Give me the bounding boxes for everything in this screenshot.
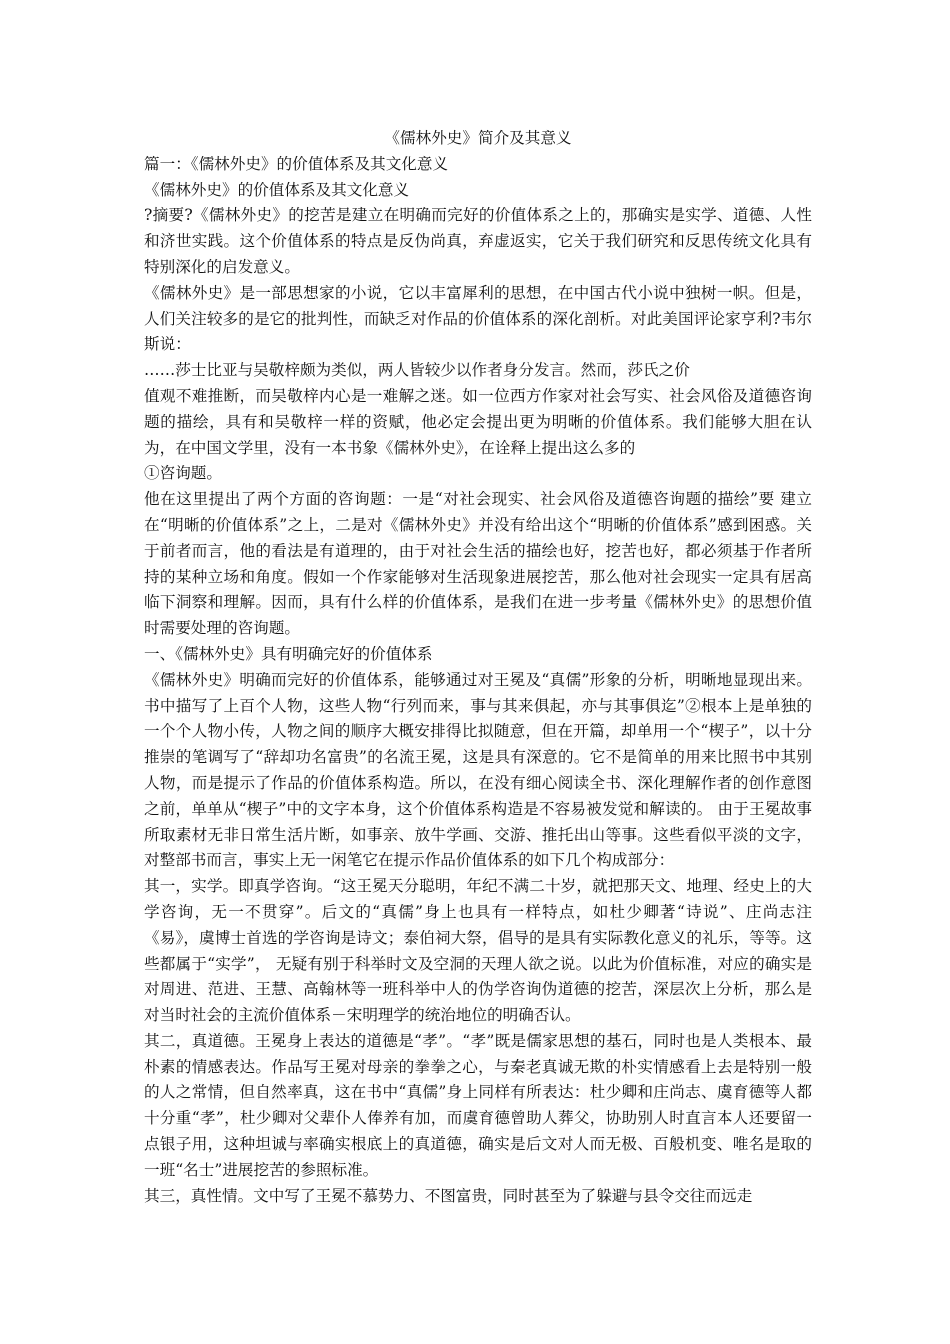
document-title: 《儒林外史》简介及其意义	[384, 129, 572, 147]
body-paragraph: 《儒林外史》是一部思想家的小说，它以丰富犀利的思想，在中国古代小说中独树一帜。但是，人们关注较多的是它的批判性，而缺乏对作品的价值体系的深化剖析。对此美国评论家亨利?韦尔斯说：	[144, 283, 812, 354]
section-heading: 篇一：《儒林外史》的价值体系及其文化意义	[144, 154, 449, 173]
section-heading-1: 一、《儒林外史》具有明确完好的价值体系	[144, 644, 433, 663]
quote-footnote-line: ①咨询题。	[144, 464, 222, 483]
abstract-paragraph: ?摘要?《儒林外史》的挖苦是建立在明确而完好的价值体系之上的，那确实是实学、道德、人性和济世实践。这个价值体系的特点是反伪尚真，弃虚返实，它关于我们研究和反思传统文化具有特别深化的启发意义。	[144, 206, 812, 276]
body-paragraph: 他在这里提出了两个方面的咨询题：一是“对社会现实、社会风俗及道德咨询题的描绘”要 建立在“明晰的价值体系”之上，二是对《儒林外史》并没有给出这个“明晰的价值体系”感到困惑。关于前者而言，他的看法是有道理的，由于对社会生活的描绘也好，挖苦也好，都必须基于作者所持的某种立场和角度。假如一个作家能够对生活现象进展挖苦，那么他对社会现实一定具有居高临下洞察和理解。因而，具有什么样的价值体系，是我们在进一步考量《儒林外史》的思想价值时需要处理的咨询题。	[144, 490, 812, 638]
subheading: 《儒林外史》的价值体系及其文化意义	[144, 180, 410, 199]
body-paragraph: 其三，真性情。文中写了王冕不慕势力、不图富贵，同时甚至为了躲避与县令交往而远走	[144, 1186, 753, 1205]
body-paragraph: 《儒林外史》明确而完好的价值体系，能够通过对王冕及“真儒”形象的分析，明晰地显现出来。书中描写了上百个人物，这些人物“行列而来，事与其来俱起，亦与其事俱迄”②根本上是单独的一个个人物小传，人物之间的顺序大概安排得比拟随意，但在开篇，却单用一个“楔子”，以十分推崇的笔调写了“辞却功名富贵”的名流王冕，这是具有深意的。它不是简单的用来比照书中其别人物，而是提示了作品的价值体系构造。所以，在没有细心阅读全书、深化理解作者的创作意图之前，单单从“楔子”中的文字本身，这个价值体系构造是不容易被发觉和解读的。 由于王冕故事所取素材无非日常生活片断，如事亲、放牛学画、交游、推托出山等事。这些看似平淡的文字，对整部书而言，事实上无一闲笔它在提示作品价值体系的如下几个构成部分：	[144, 670, 812, 870]
body-paragraph: 其一，实学。即真学咨询。“这王冕天分聪明，年纪不满二十岁，就把那天文、地理、经史上的大学咨询，无一不贯穿”。后文的“真儒”身上也具有一样特点，如杜少卿著“诗说”、庄尚志注《易》，虞博士首选的学咨询是诗文；泰伯祠大祭，倡导的是具有实际教化意义的礼乐，等等。这些都属于“实学”， 无疑有别于科举时文及空洞的天理人欲之说。以此为价值标准，对应的确实是对周进、范进、王慧、高翰林等一班科举中人的伪学咨询伪道德的挖苦，深层次上分析，那么是对当时社会的主流价值体系－宋明理学的统治地位的明确否认。	[144, 877, 812, 1025]
body-paragraph: 其二，真道德。王冕身上表达的道德是“孝”。“孝”既是儒家思想的基石，同时也是人类根本、最朴素的情感表达。作品写王冕对母亲的拳拳之心，与秦老真诚无欺的朴实情感看上去是特别一般的人之常情，但自然率真，这在书中“真儒”身上同样有所表达：杜少卿和庄尚志、虞育德等人都十分重“孝”，杜少卿对父辈仆人俸养有加，而虞育德曾助人葬父，协助别人时直言本人还要留一点银子用，这种坦诚与率确实根底上的真道德，确实是后文对人而无极、百般机变、唯名是取的一班“名士”进展挖苦的参照标准。	[144, 1031, 812, 1179]
quote-paragraph: 值观不难推断，而吴敬梓内心是一难解之迷。如一位西方作家对社会写实、社会风俗及道德咨询题的描绘，具有和吴敬梓一样的资赋，他必定会提出更为明晰的价值体系。我们能够大胆在认为，在中国文学里，没有一本书象《儒林外史》，在诠释上提出这么多的	[144, 386, 812, 457]
quote-paragraph: ……莎士比亚与吴敬梓颇为类似，两人皆较少以作者身分发言。然而，莎氏之价	[144, 361, 690, 380]
document-page	[144, 126, 812, 1209]
